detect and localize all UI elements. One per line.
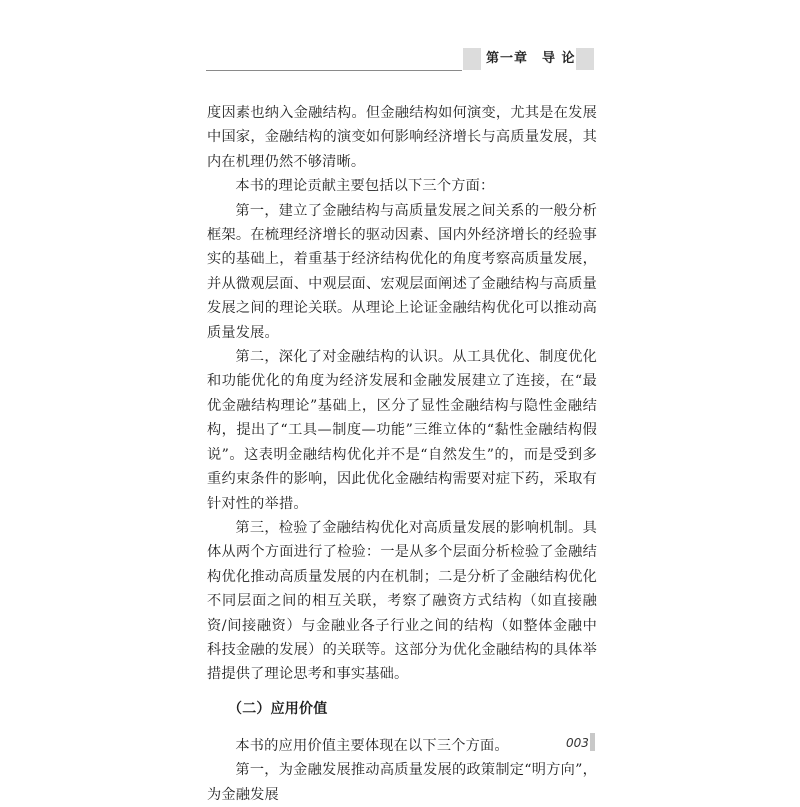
paragraph-continued: 度因素也纳入金融结构。但金融结构如何演变，尤其是在发展中国家，金融结构的演变如何影响经济增长与高质量发展，其内在机理仍然不够清晰。: [207, 105, 597, 170]
paragraph: 本书的理论贡献主要包括以下三个方面：: [235, 178, 495, 195]
header-rule: [206, 70, 462, 71]
body-text: [207, 101, 597, 807]
header-decor-block-left: [463, 48, 481, 70]
paragraph: 第一，为金融发展推动高质量发展的政策制定“明方向”，为金融发展: [207, 762, 597, 803]
paragraph: 第三，检验了金融结构优化对高质量发展的影响机制。具体从两个方面进行了检验：一是从多个层面分析检验了金融结构优化推动高质量发展的内在机制；二是分析了金融结构优化不同层面之间的相互关联，考察了融资方式结构（如直接融资/间接融资）与金融业各子行业之间的结构（如整体金融中科技金融的发展）的关联等。这部分为优化金融结构的具体举措提供了理论思考和事实基础。: [207, 519, 597, 683]
paragraph: 第二，深化了对金融结构的认识。从工具优化、制度优化和功能优化的角度为经济发展和金融发展建立了连接，在“最优金融结构理论”基础上，区分了显性金融结构与隐性金融结构，提出了“工具—制度—功能”三维立体的“黏性金融结构假说”。这表明金融结构优化并不是“自然发生”的，而是受到多重约束条件的影响，因此优化金融结构需要对症下药，采取有针对性的举措。: [207, 349, 597, 512]
header-decor-block-right: [576, 48, 594, 70]
paragraph: 第一，建立了金融结构与高质量发展之间关系的一般分析框架。在梳理经济增长的驱动因素、国内外经济增长的经验事实的基础上，着重基于经济结构优化的角度考察高质量发展，并从微观层面、中观层面、宏观层面阐述了金融结构与高质量发展之间的理论关联。从理论上论证金融结构优化可以推动高质量发展。: [207, 202, 597, 341]
section-heading: （二）应用价值: [228, 700, 328, 717]
footer-decor-bar: [590, 733, 595, 751]
paragraph: 本书的应用价值主要体现在以下三个方面。: [235, 737, 509, 754]
page-number: 003: [566, 736, 589, 750]
running-header-chapter-title: 第一章 导 论: [486, 51, 576, 66]
